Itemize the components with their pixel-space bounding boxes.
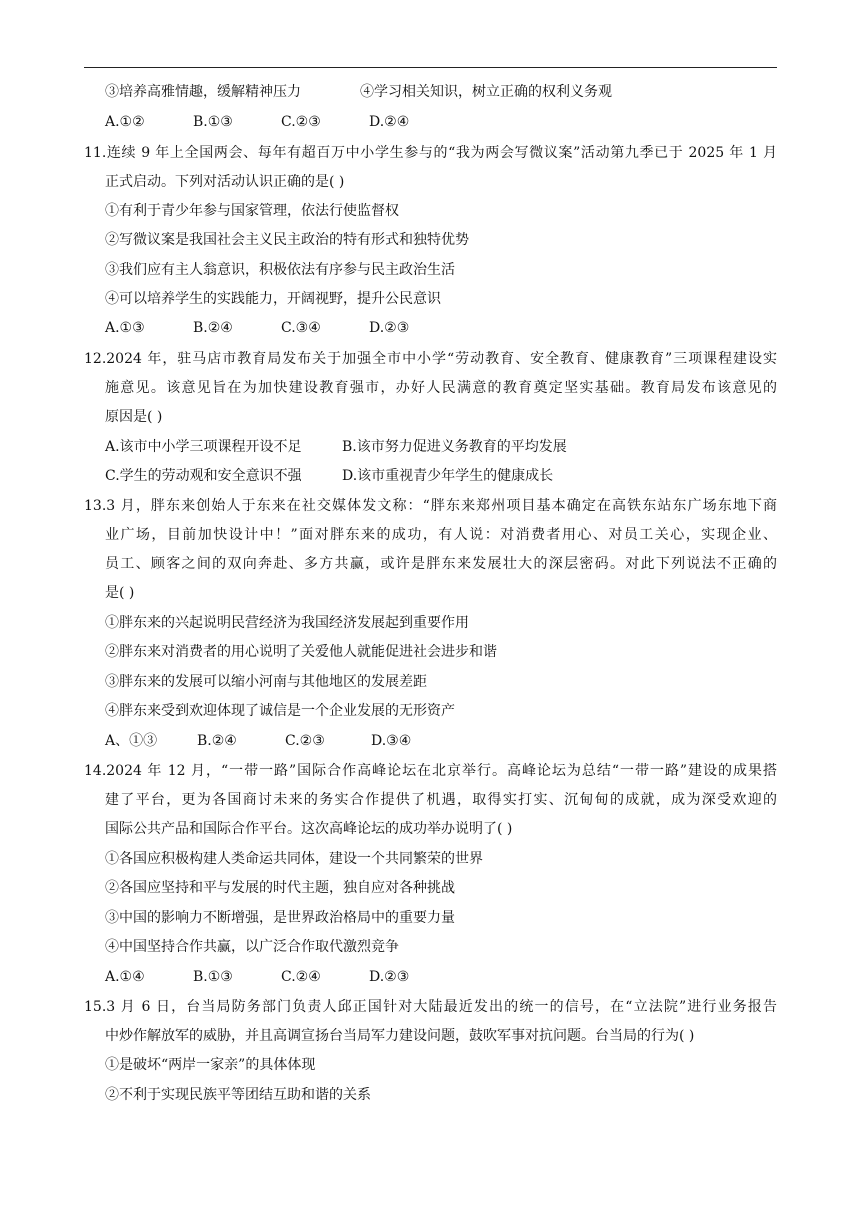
q13-stem-line-2: 业广场，目前加快设计中！”面对胖东来的成功，有人说：对消费者用心、对员工关心，实现企业、 <box>105 527 777 543</box>
q15-stem-line-1: 15.3 月 6 日，台当局防务部门负责人邱正国针对大陆最近发出的统一的信号，在“立法院”进行业务报告 <box>84 999 777 1015</box>
q11-choices <box>105 318 409 338</box>
q14-item-4: ④中国坚持合作共赢，以广泛合作取代激烈竞争 <box>105 939 399 955</box>
q11-stem-line-1: 11.连续 9 年上全国两会、每年有超百万中小学生参与的“我为两会写微议案”活动第九季已于 2025 年 1 月 <box>84 145 777 161</box>
q12-stem-line-2: 施意见。该意见旨在为加快建设教育强市，办好人民满意的教育奠定坚实基础。教育局发布该意见的 <box>105 380 777 396</box>
q14-choice-b: B.①③ <box>193 969 233 985</box>
q13-choice-a: A、①③ <box>105 733 158 749</box>
q10-option-4: ④学习相关知识，树立正确的权利义务观 <box>360 84 612 100</box>
q10-choice-b: B.①③ <box>193 114 233 130</box>
q11-item-2: ②写微议案是我国社会主义民主政治的特有形式和独特优势 <box>105 232 469 248</box>
q10-choice-c: C.②③ <box>281 114 321 130</box>
q10-choice-d: D.②④ <box>369 114 410 130</box>
q13-stem-line-4: 是( ) <box>105 585 135 601</box>
header-rule <box>84 67 777 68</box>
q14-stem-line-2: 建了平台，更为各国商讨未来的务实合作提供了机遇，取得实打实、沉甸甸的成就，成为深受欢迎的 <box>105 792 777 808</box>
q13-choices <box>105 731 411 751</box>
q14-choice-c: C.②④ <box>281 969 321 985</box>
q11-choice-a: A.①③ <box>105 320 145 336</box>
q14-item-1: ①各国应积极构建人类命运共同体，建设一个共同繁荣的世界 <box>105 851 483 867</box>
q11-choice-d: D.②③ <box>369 320 410 336</box>
q11-item-1: ①有利于青少年参与国家管理，依法行使监督权 <box>105 203 399 219</box>
q14-choice-d: D.②③ <box>369 969 410 985</box>
q14-item-3: ③中国的影响力不断增强，是世界政治格局中的重要力量 <box>105 910 455 926</box>
q15-item-2: ②不利于实现民族平等团结互助和谐的关系 <box>105 1087 371 1103</box>
q13-choice-b: B.②④ <box>197 733 237 749</box>
q14-stem-line-1: 14.2024 年 12 月，“一带一路”国际合作高峰论坛在北京举行。高峰论坛为总结“一带一路”建设的成果搭 <box>84 763 777 779</box>
q14-item-2: ②各国应坚持和平与发展的时代主题，独自应对各种挑战 <box>105 880 455 896</box>
q12-choice-b: B.该市努力促进义务教育的平均发展 <box>342 439 567 455</box>
q12-choice-d: D.该市重视青少年学生的健康成长 <box>342 468 554 484</box>
q11-choice-b: B.②④ <box>193 320 233 336</box>
q13-choice-d: D.③④ <box>371 733 412 749</box>
q13-item-2: ②胖东来对消费者的用心说明了关爱他人就能促进社会进步和谐 <box>105 644 497 660</box>
q12-stem-line-1: 12.2024 年，驻马店市教育局发布关于加强全市中小学“劳动教育、安全教育、健康教育”三项课程建设实 <box>84 351 777 367</box>
q10-option-3: ③培养高雅情趣，缓解精神压力 <box>105 84 301 100</box>
q13-choice-c: C.②③ <box>285 733 325 749</box>
q10-choices <box>105 112 409 132</box>
q11-item-4: ④可以培养学生的实践能力，开阔视野，提升公民意识 <box>105 291 441 307</box>
q10-choice-a: A.①② <box>105 114 145 130</box>
q14-stem-line-3: 国际公共产品和国际合作平台。这次高峰论坛的成功举办说明了( ) <box>105 821 513 837</box>
q12-choice-a: A.该市中小学三项课程开设不足 <box>105 439 302 455</box>
q13-item-3: ③胖东来的发展可以缩小河南与其他地区的发展差距 <box>105 674 427 690</box>
q13-item-1: ①胖东来的兴起说明民营经济为我国经济发展起到重要作用 <box>105 615 469 631</box>
q13-item-4: ④胖东来受到欢迎体现了诚信是一个企业发展的无形资产 <box>105 703 455 719</box>
q15-item-1: ①是破坏“两岸一家亲”的具体体现 <box>105 1057 316 1073</box>
q12-stem-line-3: 原因是( ) <box>105 409 163 425</box>
q11-stem-line-2: 正式启动。下列对活动认识正确的是( ) <box>105 174 345 190</box>
q11-choice-c: C.③④ <box>281 320 321 336</box>
q14-choices <box>105 967 409 987</box>
q12-choice-c: C.学生的劳动观和安全意识不强 <box>105 468 302 484</box>
q11-item-3: ③我们应有主人翁意识，积极依法有序参与民主政治生活 <box>105 262 455 278</box>
q14-choice-a: A.①④ <box>105 969 145 985</box>
q13-stem-line-3: 员工、顾客之间的双向奔赴、多方共赢，或许是胖东来发展壮大的深层密码。对此下列说法不正确的 <box>105 556 777 572</box>
q13-stem-line-1: 13.3 月，胖东来创始人于东来在社交媒体发文称：“胖东来郑州项目基本确定在高铁东站东广场东地下商 <box>84 498 777 514</box>
q15-stem-line-2: 中炒作解放军的威胁，并且高调宣扬台当局军力建设问题，鼓吹军事对抗问题。台当局的行为( ) <box>105 1028 695 1044</box>
